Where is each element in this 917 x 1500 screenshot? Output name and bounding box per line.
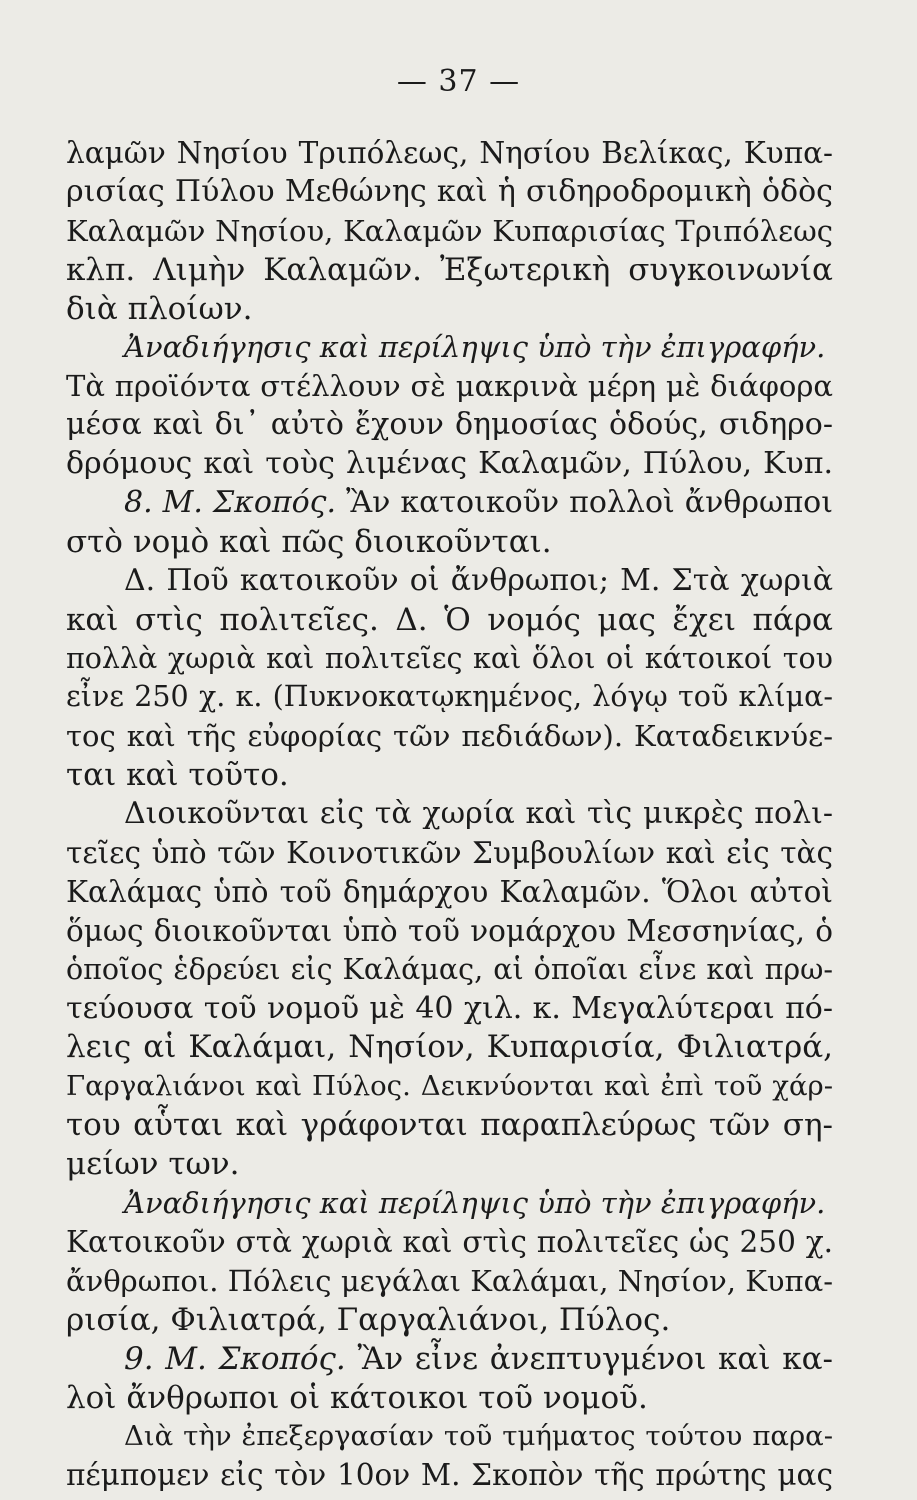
text-line: πέμπομεν εἰς τὸν 10ον Μ. Σκοπὸν τῆς πρώτης μας [66,1458,833,1493]
text-line: μέσα καὶ δι᾽ αὐτὸ ἔχουν δημοσίας ὁδούς, σιδηρο- [66,407,833,443]
text-line: τεύουσα τοῦ νομοῦ μὲ 40 χιλ. κ. Μεγαλύτεραι πό- [66,990,833,1026]
goal-heading: 8. Μ. Σκοπός. [124,485,337,521]
text-line: λεις αἱ Καλάμαι, Νησίον, Κυπαρισία, Φιλιατρά, [66,1029,833,1066]
text-line: διὰ πλοίων. [66,290,253,327]
text-line: τεῖες ὑπὸ τῶν Κοινοτικῶν Συμβουλίων καὶ εἰς τὰς [66,836,833,871]
text-line: δρόμους καὶ τοὺς λιμένας Καλαμῶν, Πύλου, Κυπ. [66,446,833,482]
text-line: τος καὶ τῆς εὐφορίας τῶν πεδιάδων). Καταδεικνύε- [66,719,833,754]
text-line: πολλὰ χωριὰ καὶ πολιτεῖες καὶ ὅλοι οἱ κάτοικοί του [66,641,833,675]
text-line: λοὶ ἄνθρωποι οἱ κάτοικοι τοῦ νομοῦ. [66,1379,648,1416]
section-heading-line [66,1340,833,1379]
summary-heading: Ἀναδιήγησις καὶ περίληψις ὑπὸ τὴν ἐπιγραφήν. [124,1186,826,1221]
body-text [66,134,833,1495]
text-line: Κατοικοῦν στὰ χωριὰ καὶ στὶς πολιτεῖες ὡς 250 χ. [66,1224,833,1259]
text-line: Καλαμῶν Νησίου, Καλαμῶν Κυπαρισίας Τριπόλεως [66,213,833,248]
text-line: Διὰ τὴν ἐπεξεργασίαν τοῦ τμήματος τούτου παρα- [124,1420,833,1453]
text-line: ἄνθρωποι. Πόλεις μεγάλαι Καλάμαι, Νησίον, Κυπα- [66,1263,833,1298]
text-line: ται καὶ τοῦτο. [66,757,289,794]
summary-heading: Ἀναδιήγησις καὶ περίληψις ὑπὸ τὴν ἐπιγραφήν. [124,330,826,365]
text-line: καὶ στὶς πολιτεῖες. Δ. Ὁ νομός μας ἔχει πάρα [66,601,833,638]
text-line: Καλάμας ὑπὸ τοῦ δημάρχου Καλαμῶν. Ὅλοι αὐτοὶ [66,874,833,909]
text-line: Τὰ προϊόντα στέλλουν σὲ μακρινὰ μέρη μὲ διάφορα [66,369,833,404]
text-line: κλπ. Λιμὴν Καλαμῶν. Ἐξωτερικὴ συγκοινωνία [66,251,833,288]
text-line: ὅμως διοικοῦνται ὑπὸ τοῦ νομάρχου Μεσσηνίας, ὁ [66,913,833,948]
goal-heading: 9. Μ. Σκοπός. [124,1340,346,1377]
section-heading-line [66,484,833,523]
text-line: ὁποῖος ἑδρεύει εἰς Καλάμας, αἱ ὁποῖαι εἶνε καὶ πρω- [66,952,833,986]
text-line: Γαργαλιάνοι καὶ Πύλος. Δεικνύονται καὶ ἐπὶ τοῦ χάρ- [66,1070,833,1103]
text-line: στὸ νομὸ καὶ πῶς διοικοῦνται. [66,523,552,560]
page-number: — 37 — [396,64,521,99]
text-line: ρισία, Φιλιατρά, Γαργαλιάνοι, Πύλος. [66,1301,671,1338]
text-span: Ἂν εἶνε ἀνεπτυγμένοι καὶ κα- [357,1340,834,1377]
text-line: του αὗται καὶ γράφονται παραπλεύρως τῶν ση- [66,1107,833,1144]
section-heading-line [66,1184,833,1223]
text-line: ρισίας Πύλου Μεθώνης καὶ ἡ σιδηροδρομικὴ ὁδὸς [66,173,833,209]
text-span: Ἂν κατοικοῦν πολλοὶ ἄνθρωποι [346,485,834,521]
text-line: μείων των. [66,1146,240,1183]
text-line: Διοικοῦνται εἰς τὰ χωρία καὶ τὶς μικρὲς πολι- [124,796,833,832]
text-line: Δ. Ποῦ κατοικοῦν οἱ ἄνθρωποι; Μ. Στὰ χωριὰ [124,562,833,598]
text-line: εἶνε 250 χ. κ. (Πυκνοκατῳκημένος, λόγῳ τοῦ κλίμα- [66,680,833,714]
text-line: λαμῶν Νησίου Τριπόλεως, Νησίου Βελίκας, Κυπα- [66,136,833,170]
section-heading-line [66,328,833,367]
